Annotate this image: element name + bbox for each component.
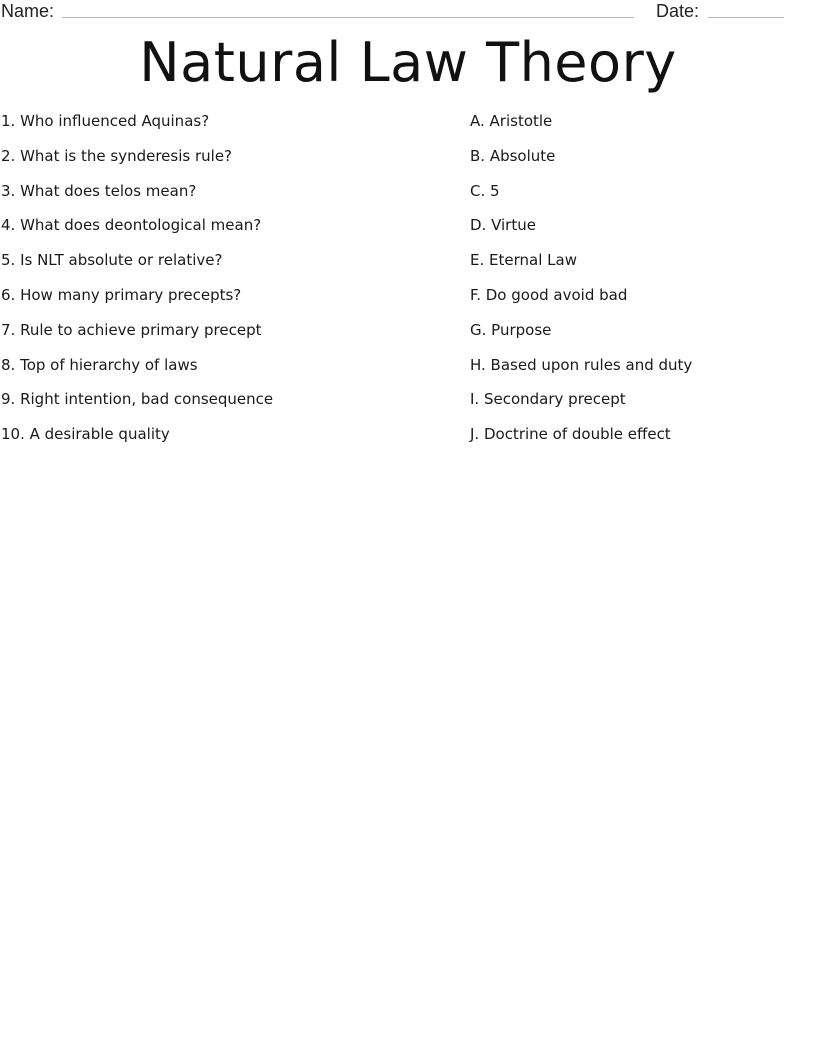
answer-item: H. Based upon rules and duty (470, 355, 693, 374)
name-label: Name: (1, 1, 55, 21)
answer-item: J. Doctrine of double effect (470, 425, 671, 444)
questions-list (1, 111, 441, 459)
answer-item: C. 5 (470, 181, 500, 200)
question-item: 7. Rule to achieve primary precept (1, 320, 262, 339)
answer-item: I. Secondary precept (470, 390, 626, 409)
answers-list (470, 111, 810, 459)
name-blank-line (62, 17, 634, 18)
question-item: 1. Who influenced Aquinas? (1, 112, 210, 130)
answer-item: A. Aristotle (470, 112, 553, 130)
question-item: 2. What is the synderesis rule? (1, 146, 233, 165)
answer-item: D. Virtue (470, 216, 536, 235)
question-item: 9. Right intention, bad consequence (1, 390, 274, 409)
date-blank-line (708, 17, 784, 18)
page-title: Natural Law Theory (139, 31, 677, 94)
answer-item: B. Absolute (470, 146, 556, 165)
answer-item: E. Eternal Law (470, 251, 577, 270)
question-item: 8. Top of hierarchy of laws (1, 355, 198, 374)
date-label: Date: (656, 1, 700, 21)
question-item: 5. Is NLT absolute or relative? (1, 251, 223, 270)
question-item: 6. How many primary precepts? (1, 285, 242, 304)
question-item: 10. A desirable quality (1, 425, 170, 444)
question-item: 4. What does deontological mean? (1, 216, 262, 235)
question-item: 3. What does telos mean? (1, 181, 197, 200)
answer-item: F. Do good avoid bad (470, 285, 628, 304)
answer-item: G. Purpose (470, 320, 552, 339)
header-row (0, 0, 816, 26)
